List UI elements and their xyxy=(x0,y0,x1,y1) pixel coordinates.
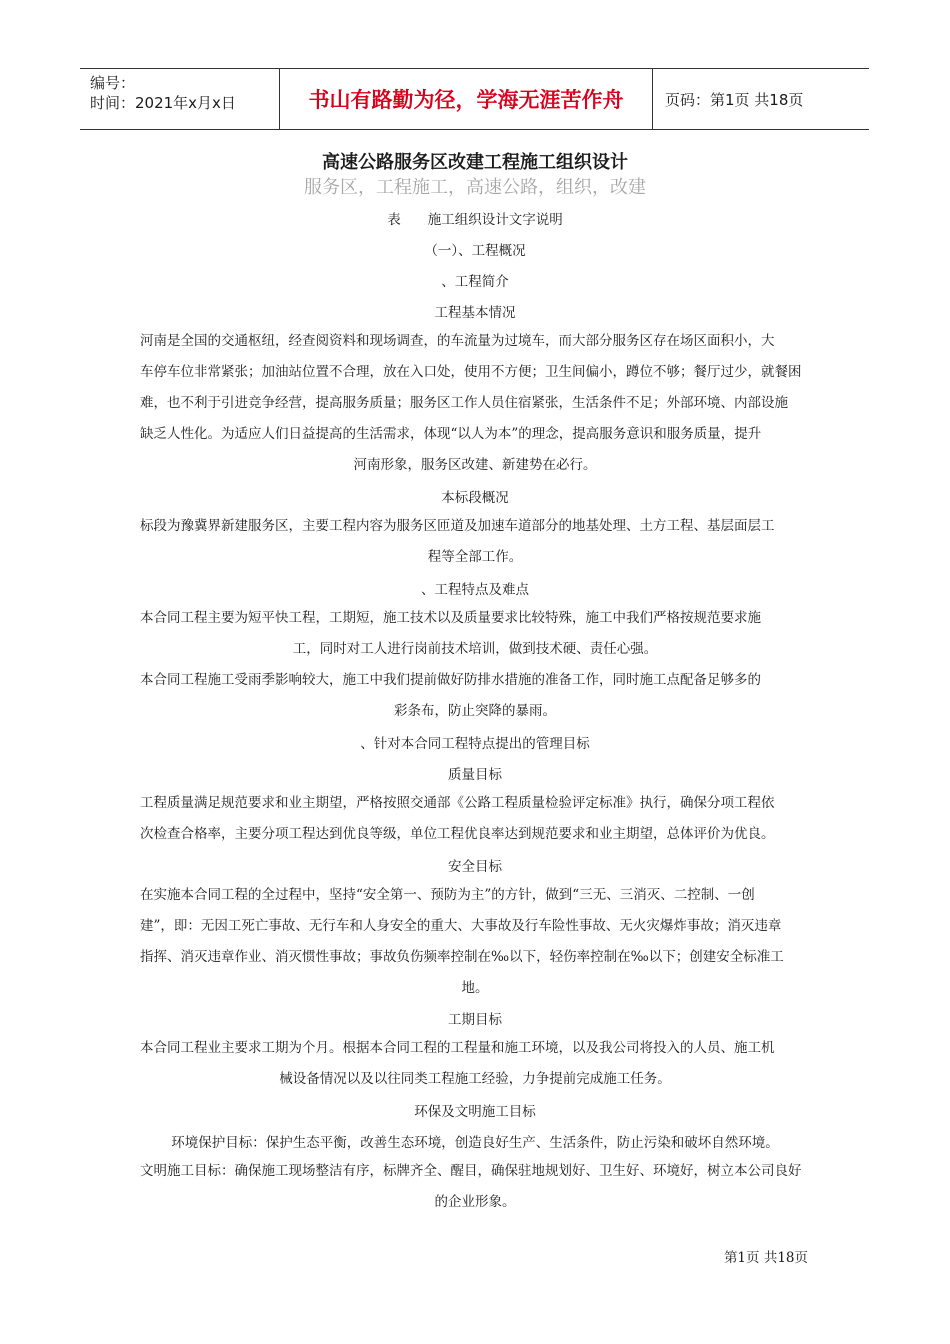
subsection-heading: 工期目标 xyxy=(448,1012,502,1028)
section-heading: （一）、工程概况 xyxy=(424,243,526,259)
subsection-heading: 本标段概况 xyxy=(441,490,509,506)
paragraph-line: 的企业形象。 xyxy=(434,1194,516,1210)
paragraph xyxy=(140,665,810,727)
paragraph-line: 环境保护目标：保护生态平衡，改善生态环境，创造良好生产、生活条件，防止污染和破坏自然环境。 xyxy=(171,1135,779,1151)
paragraph xyxy=(140,326,810,481)
subsection-heading: 安全目标 xyxy=(448,859,502,875)
paragraph-line: 次检查合格率，主要分项工程达到优良等级，单位工程优良率达到规范要求和业主期望，总体评价为优良。 xyxy=(140,826,775,842)
paragraph-line: 在实施本合同工程的全过程中，坚持“安全第一、预防为主”的方针，做到“三无、三消灭、二控制、一创 xyxy=(140,887,755,903)
doc-title: 高速公路服务区改建工程施工组织设计 xyxy=(322,152,628,173)
subsection-heading: 、工程简介 xyxy=(441,274,509,290)
header-page-info: 页码：第1页 共18页 xyxy=(665,90,804,109)
header-motto: 书山有路勤为径，学海无涯苦作舟 xyxy=(280,69,653,129)
paragraph-line: 车停车位非常紧张；加油站位置不合理，放在入口处，使用不方便；卫生间偏小，蹲位不够；餐厅过少，就餐困 xyxy=(140,364,802,380)
subsection-heading: 环保及文明施工目标 xyxy=(414,1104,536,1120)
paragraph xyxy=(140,1156,810,1218)
paragraph xyxy=(140,603,810,665)
header-table xyxy=(80,68,869,130)
paragraph xyxy=(140,1033,810,1095)
doc-time-label: 时间：2021年x月x日 xyxy=(90,94,236,112)
paragraph-line: 指挥、消灭违章作业、消灭惯性事故；事故负伤频率控制在‰以下，轻伤率控制在‰以下；创建安全标准工 xyxy=(140,949,784,965)
paragraph-line: 本合同工程施工受雨季影响较大，施工中我们提前做好防排水措施的准备工作，同时施工点配备足够多的 xyxy=(140,672,761,688)
paragraph xyxy=(140,788,810,850)
paragraph-line: 工，同时对工人进行岗前技术培训，做到技术硬、责任心强。 xyxy=(292,641,658,657)
subsection-heading: 、工程特点及难点 xyxy=(421,582,529,598)
table-caption: 表 施工组织设计文字说明 xyxy=(387,212,563,228)
paragraph-line: 本合同工程业主要求工期为个月。根据本合同工程的工程量和施工环境，以及我公司将投入的人员、施工机 xyxy=(140,1040,775,1056)
paragraph-line: 缺乏人性化。为适应人们日益提高的生活需求，体现“以人为本”的理念，提高服务意识和服务质量，提升 xyxy=(140,426,762,442)
subsection-heading: 质量目标 xyxy=(448,767,502,783)
paragraph-line: 地。 xyxy=(461,980,489,996)
paragraph xyxy=(140,880,810,1004)
paragraph xyxy=(140,511,810,573)
paragraph-line: 河南是全国的交通枢纽，经查阅资料和现场调查，的车流量为过境车，而大部分服务区存在场区面积小，大 xyxy=(140,333,775,349)
paragraph-line: 工程质量满足规范要求和业主期望，严格按照交通部《公路工程质量检验评定标准》执行，确保分项工程依 xyxy=(140,795,775,811)
paragraph-line: 河南形象，服务区改建、新建势在必行。 xyxy=(353,457,597,473)
doc-keywords: 服务区，工程施工，高速公路，组织，改建 xyxy=(304,177,646,198)
paragraph-line: 文明施工目标：确保施工现场整洁有序，标牌齐全、醒目，确保驻地规划好、卫生好、环境好，树立本公司良好 xyxy=(140,1163,802,1179)
header-meta xyxy=(80,69,280,129)
doc-code-label: 编号： xyxy=(90,74,136,92)
paragraph-line: 本合同工程主要为短平快工程，工期短，施工技术以及质量要求比较特殊，施工中我们严格按规范要求施 xyxy=(140,610,761,626)
subsection-heading: 、针对本合同工程特点提出的管理目标 xyxy=(360,736,590,752)
paragraph-line: 标段为豫冀界新建服务区，主要工程内容为服务区匝道及加速车道部分的地基处理、土方工程、基层面层工 xyxy=(140,518,775,534)
paragraph-line: 建”，即：无因工死亡事故、无行车和人身安全的重大、大事故及行车险性事故、无火灾爆炸事故；消灭违章 xyxy=(140,918,782,934)
paragraph-line: 械设备情况以及以往同类工程施工经验，力争提前完成施工任务。 xyxy=(279,1071,671,1087)
subsection-heading: 工程基本情况 xyxy=(434,305,516,321)
paragraph-line: 程等全部工作。 xyxy=(427,549,523,565)
paragraph-line: 难，也不利于引进竞争经营，提高服务质量；服务区工作人员住宿紧张，生活条件不足；外部环境、内部设施 xyxy=(140,395,788,411)
paragraph-line: 彩条布，防止突降的暴雨。 xyxy=(394,703,556,719)
page-footer: 第1页 共18页 xyxy=(723,1250,808,1266)
